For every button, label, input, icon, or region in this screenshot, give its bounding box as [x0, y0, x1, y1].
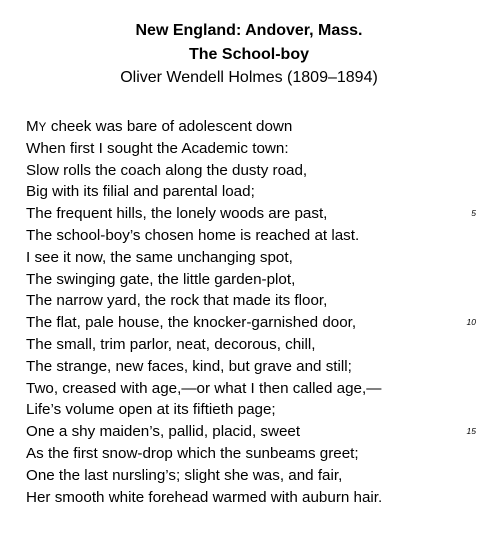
line-number: 10	[466, 317, 476, 328]
poem-title: The School-boy	[189, 46, 309, 63]
smallcaps-initial: Y	[38, 122, 47, 134]
poem-line-text: When first I sought the Academic town:	[26, 139, 289, 157]
poem-line-text: The narrow yard, the rock that made its floor,	[26, 292, 328, 310]
poem-line	[26, 487, 476, 509]
poem-author: Oliver Wendell Holmes (1809–1894)	[120, 69, 378, 86]
poem-body	[26, 116, 476, 508]
line-number: 15	[466, 426, 476, 437]
poem-line	[26, 247, 476, 269]
poem-line-text	[26, 116, 292, 140]
poem-line	[26, 334, 476, 356]
poem-line	[26, 378, 476, 400]
poem-line-text: One a shy maiden’s, pallid, placid, sweet	[26, 423, 301, 441]
poem-line-text: One the last nursling’s; slight she was, and fair,	[26, 466, 343, 484]
line-number: 5	[471, 208, 476, 219]
poem-line-text: Her smooth white forehead warmed with auburn hair.	[26, 488, 383, 506]
poem-line	[26, 312, 476, 334]
poem-line	[26, 356, 476, 378]
poem-line-text: Life’s volume open at its fiftieth page;	[26, 401, 276, 419]
poem-line-text: The strange, new faces, kind, but grave and still;	[26, 357, 352, 375]
poem-line-text: The frequent hills, the lonely woods are past,	[26, 205, 328, 223]
poem-line	[26, 269, 476, 291]
poem-line-text: The flat, pale house, the knocker-garnished door,	[26, 314, 357, 332]
poem-line	[26, 181, 476, 203]
poem-section-title: New England: Andover, Mass.	[135, 22, 363, 39]
poem-line-text: I see it now, the same unchanging spot,	[26, 248, 293, 266]
poem-line-text: As the first snow-drop which the sunbeams greet;	[26, 444, 359, 462]
poem-line	[26, 160, 476, 182]
poem-line-text: Two, creased with age,—or what I then called age,—	[26, 379, 382, 397]
poem-line-text: The school-boy’s chosen home is reached at last.	[26, 226, 360, 244]
poem-line	[26, 465, 476, 487]
poem-line	[26, 399, 476, 421]
poem-line	[26, 203, 476, 225]
poem-line	[26, 138, 476, 160]
poem-line-text: Slow rolls the coach along the dusty road,	[26, 161, 308, 179]
drop-initial: M	[26, 118, 39, 135]
poem-line-text: The small, trim parlor, neat, decorous, chill,	[26, 335, 316, 353]
poem-line	[26, 225, 476, 247]
poem-line-text: Big with its filial and parental load;	[26, 183, 255, 201]
poem-line	[26, 116, 476, 138]
poem-line	[26, 443, 476, 465]
poem-line	[26, 290, 476, 312]
poem-line-rest: cheek was bare of adolescent down	[46, 118, 293, 135]
poem-line-text: The swinging gate, the little garden-plot,	[26, 270, 296, 288]
poem-line	[26, 421, 476, 443]
